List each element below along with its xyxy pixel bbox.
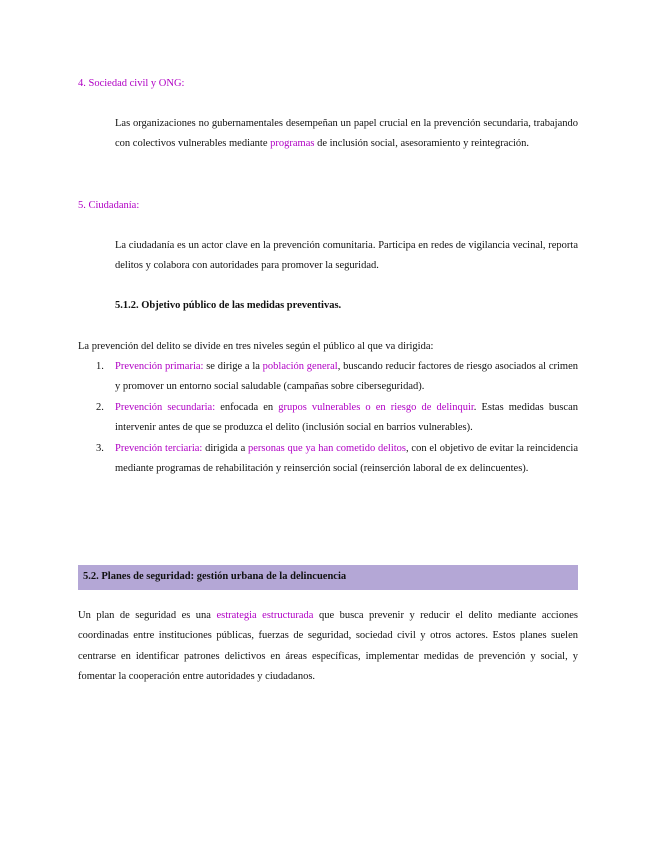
text-run: Un plan de seguridad es una bbox=[78, 610, 217, 621]
paragraph-ong bbox=[115, 114, 578, 155]
list-item bbox=[78, 398, 578, 439]
term-highlight: Prevención terciaria: bbox=[115, 442, 203, 454]
paragraph-ciudadania: La ciudadanía es un actor clave en la prevención comunitaria. Participa en redes de vigilancia vecinal, reporta delitos y colabora con autoridades para promover la seguridad. bbox=[115, 240, 578, 272]
list-item bbox=[78, 357, 578, 398]
levels-intro: La prevención del delito se divide en tres niveles según el público al que va dirigida: bbox=[78, 341, 434, 352]
list-number: 3. bbox=[96, 442, 104, 454]
heading-sociedad-civil: 4. Sociedad civil y ONG: bbox=[78, 78, 185, 89]
term-highlight: grupos vulnerables o en riesgo de delinquir bbox=[278, 401, 474, 413]
subsection-title: 5.1.2. Objetivo público de las medidas preventivas. bbox=[115, 300, 342, 311]
prevention-levels-list bbox=[78, 357, 578, 479]
text-run: de inclusión social, asesoramiento y reintegración. bbox=[314, 138, 530, 150]
text-run: Las organizaciones no gubernamentales desempeñan un papel crucial en la prevención secundaria, trabajando con colectivos vulnerables mediante bbox=[115, 118, 578, 150]
section-heading: 5.2. Planes de seguridad: gestión urbana de la delincuencia bbox=[83, 571, 347, 582]
term-highlight: Prevención primaria: bbox=[115, 361, 204, 372]
text-run: enfocada en bbox=[215, 401, 279, 413]
text-run: dirigida a bbox=[202, 442, 249, 454]
text-run: , buscando reducir factores de riesgo asociados al crimen y promover un entorno social saludable (campañas sobre ciberseguridad). bbox=[115, 361, 578, 393]
term-highlight: Prevención secundaria: bbox=[115, 401, 216, 413]
highlight-programas: programas bbox=[270, 138, 315, 150]
highlight-estrategia: estrategia estructurada bbox=[216, 610, 314, 621]
text-run: se dirige a la bbox=[203, 361, 263, 372]
text-run: . Estas medidas buscan intervenir antes de que se produzca el delito (inclusión social en barrios vulnerables). bbox=[115, 401, 579, 434]
paragraph-plan-seguridad bbox=[78, 606, 578, 688]
text-run: que busca prevenir y reducir el delito mediante acciones coordinadas entre instituciones públicas, fuerzas de seguridad, sociedad civil y otros actores. Estos planes suelen centrarse en identificar patrones delictivos en áreas específicas, implementar medidas de prevención y social, y fomentar la cooperación entre autoridades y ciudadanos. bbox=[78, 610, 578, 683]
list-number: 1. bbox=[96, 361, 104, 372]
term-highlight: población general bbox=[262, 361, 338, 372]
list-item bbox=[78, 439, 578, 480]
list-number: 2. bbox=[96, 401, 104, 413]
term-highlight: personas que ya han cometido delitos bbox=[248, 442, 406, 454]
heading-ciudadania: 5. Ciudadanía: bbox=[78, 200, 140, 211]
text-run: , con el objetivo de evitar la reincidencia mediante programas de rehabilitación y reinserción social (reinserción laboral de ex delincuentes). bbox=[115, 442, 578, 475]
